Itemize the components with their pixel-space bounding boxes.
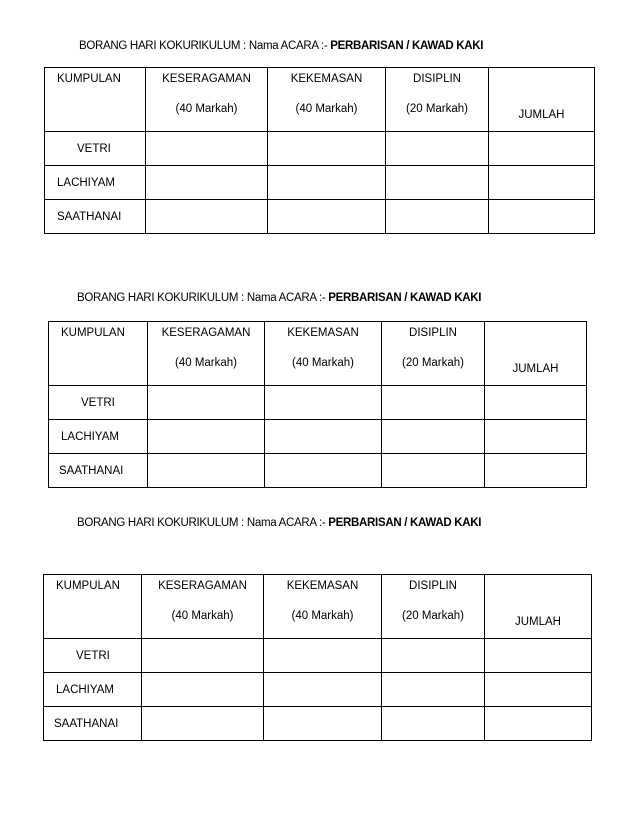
header-disiplin: DISIPLIN (20 Markah)	[382, 322, 485, 386]
group-name: SAATHANAI	[49, 454, 148, 488]
header-jumlah: JUMLAH	[485, 322, 587, 386]
score-cell-jumlah[interactable]	[485, 420, 587, 454]
header-disiplin: DISIPLIN (20 Markah)	[382, 575, 485, 639]
score-cell-keseragaman[interactable]	[146, 200, 268, 234]
table-row	[45, 200, 595, 234]
form-2-title	[77, 292, 481, 304]
form-title-event: PERBARISAN / KAWAD KAKI	[328, 517, 482, 529]
table-row	[44, 673, 592, 707]
header-jumlah: JUMLAH	[485, 575, 592, 639]
group-name: LACHIYAM	[49, 420, 148, 454]
score-cell-kekemasan[interactable]	[265, 420, 382, 454]
form-title-event: PERBARISAN / KAWAD KAKI	[330, 40, 484, 52]
score-cell-jumlah[interactable]	[485, 386, 587, 420]
table-row	[49, 386, 587, 420]
score-cell-kekemasan[interactable]	[268, 166, 386, 200]
form-3-title	[77, 517, 481, 529]
score-table-2	[48, 321, 587, 488]
group-name: LACHIYAM	[44, 673, 142, 707]
score-cell-disiplin[interactable]	[386, 200, 489, 234]
header-keseragaman: KESERAGAMAN (40 Markah)	[142, 575, 264, 639]
header-keseragaman: KESERAGAMAN (40 Markah)	[146, 68, 268, 132]
score-cell-keseragaman[interactable]	[142, 707, 264, 741]
score-cell-keseragaman[interactable]	[148, 420, 265, 454]
table-row	[44, 707, 592, 741]
score-cell-disiplin[interactable]	[382, 386, 485, 420]
group-name: VETRI	[45, 132, 146, 166]
score-cell-kekemasan[interactable]	[264, 639, 382, 673]
score-cell-keseragaman[interactable]	[142, 673, 264, 707]
score-table-3	[43, 574, 592, 741]
score-cell-disiplin[interactable]	[386, 132, 489, 166]
table-row	[45, 132, 595, 166]
score-cell-keseragaman[interactable]	[148, 386, 265, 420]
score-cell-jumlah[interactable]	[485, 673, 592, 707]
header-keseragaman: KESERAGAMAN (40 Markah)	[148, 322, 265, 386]
score-cell-jumlah[interactable]	[489, 166, 595, 200]
score-cell-disiplin[interactable]	[382, 707, 485, 741]
group-name: SAATHANAI	[45, 200, 146, 234]
group-name: VETRI	[44, 639, 142, 673]
header-kumpulan: KUMPULAN	[45, 68, 146, 132]
score-cell-keseragaman[interactable]	[148, 454, 265, 488]
table-row	[49, 454, 587, 488]
score-cell-kekemasan[interactable]	[268, 200, 386, 234]
score-cell-jumlah[interactable]	[485, 454, 587, 488]
score-cell-disiplin[interactable]	[382, 639, 485, 673]
header-kumpulan: KUMPULAN	[44, 575, 142, 639]
table-row	[44, 639, 592, 673]
group-name: SAATHANAI	[44, 707, 142, 741]
score-cell-kekemasan[interactable]	[265, 386, 382, 420]
form-title-prefix: BORANG HARI KOKURIKULUM : Nama ACARA :-	[77, 517, 326, 529]
header-kekemasan: KEKEMASAN (40 Markah)	[264, 575, 382, 639]
score-cell-disiplin[interactable]	[386, 166, 489, 200]
header-jumlah: JUMLAH	[489, 68, 595, 132]
score-cell-jumlah[interactable]	[489, 132, 595, 166]
score-table-1	[44, 67, 595, 234]
header-kumpulan: KUMPULAN	[49, 322, 148, 386]
score-cell-disiplin[interactable]	[382, 673, 485, 707]
score-cell-kekemasan[interactable]	[264, 707, 382, 741]
score-cell-kekemasan[interactable]	[265, 454, 382, 488]
score-cell-disiplin[interactable]	[382, 420, 485, 454]
score-cell-disiplin[interactable]	[382, 454, 485, 488]
score-cell-keseragaman[interactable]	[146, 132, 268, 166]
form-title-event: PERBARISAN / KAWAD KAKI	[328, 292, 482, 304]
score-cell-keseragaman[interactable]	[142, 639, 264, 673]
header-kekemasan: KEKEMASAN (40 Markah)	[265, 322, 382, 386]
form-title-prefix: BORANG HARI KOKURIKULUM : Nama ACARA :-	[77, 292, 326, 304]
form-1-title	[79, 40, 483, 52]
score-cell-kekemasan[interactable]	[268, 132, 386, 166]
group-name: VETRI	[49, 386, 148, 420]
score-cell-jumlah[interactable]	[485, 707, 592, 741]
score-cell-jumlah[interactable]	[485, 639, 592, 673]
header-kekemasan: KEKEMASAN (40 Markah)	[268, 68, 386, 132]
score-cell-kekemasan[interactable]	[264, 673, 382, 707]
group-name: LACHIYAM	[45, 166, 146, 200]
form-title-prefix: BORANG HARI KOKURIKULUM : Nama ACARA :-	[79, 40, 328, 52]
table-row	[45, 166, 595, 200]
table-row	[49, 420, 587, 454]
score-cell-jumlah[interactable]	[489, 200, 595, 234]
header-disiplin: DISIPLIN (20 Markah)	[386, 68, 489, 132]
score-cell-keseragaman[interactable]	[146, 166, 268, 200]
